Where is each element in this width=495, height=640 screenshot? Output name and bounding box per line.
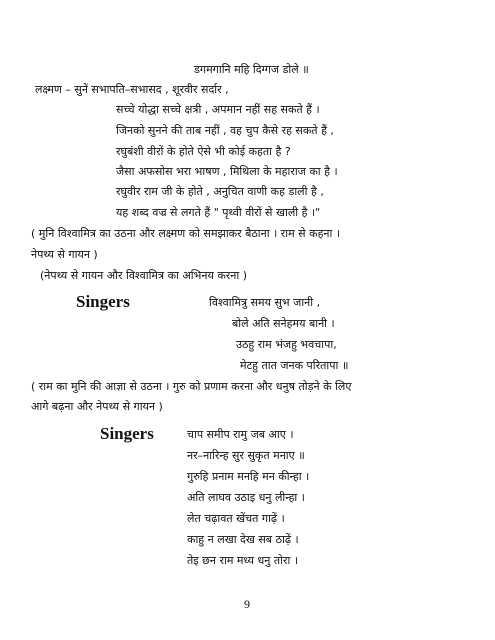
verse-line: काहु न लखा देख सब ठाढ़ें । — [187, 533, 299, 546]
verse-line: तेइ छन राम मध्य धनु तोरा । — [187, 554, 298, 567]
verse-line: लेत चढ़ावत खेंचत गाढ़ें । — [187, 512, 285, 525]
stage-direction-line: ( राम का मुनि की आज्ञा से उठना । गुरु को प्रणाम करना और धनुष तोड़ने के लिए — [31, 380, 352, 393]
stage-direction-line: ( मुनि विश्वामित्र का उठना और लक्ष्मण को समझाकर बैठाना । राम से कहना । — [31, 227, 341, 240]
verse-line: विश्वामित्रु समय सुभ जानी , — [209, 296, 321, 309]
dialogue-line: सच्चे योद्धा सच्चे क्षत्री , अपमान नहीं सह सकते हैं । — [116, 103, 320, 116]
dialogue-line: जिनको सुनने की ताब नहीं , वह चुप कैसे रह सकते हैं , — [116, 124, 334, 137]
dialogue-lakshman-speaker-line: लक्ष्मण – सुनें सभापति–सभासद , शूरवीर सर्दार , — [35, 83, 229, 96]
stage-direction-line: नेपथ्य से गायन ) — [31, 248, 98, 261]
verse-line: नर–नारिन्ह सुर सुकृत मनाए ॥ — [187, 449, 305, 462]
verse-line: गुरुहि प्रनाम मनहि मन कीन्हा । — [187, 470, 310, 483]
dialogue-line: जैसा अफसोस भरा भाषण , मिथिला के महाराज का है । — [116, 165, 338, 178]
singers-label: Singers — [100, 424, 154, 443]
dialogue-line: यह शब्द वज्र से लगते हैं " पृथ्वी वीरों से खाली है ।" — [116, 206, 321, 219]
verse-line: डगमगानि महि दिग्गज डोले ॥ — [194, 63, 309, 76]
stage-direction-line: आगे बढ़ना और नेपथ्य से गायन ) — [31, 400, 163, 413]
verse-line: उठहु राम भंजहु भवचापा, — [236, 338, 337, 351]
singers-label: Singers — [76, 292, 130, 311]
verse-line: बोले अति सनेहमय बानी । — [232, 317, 335, 330]
page-number: 9 — [244, 597, 250, 611]
verse-line: मेटहु तात जनक परितापा ॥ — [240, 359, 349, 372]
verse-line: अति लाघव उठाइ धनु लीन्हा । — [187, 491, 305, 504]
verse-line: चाप समीप रामु जब आए । — [187, 428, 294, 441]
dialogue-line: रघुबंशी वीरों के होते ऐसे भी कोई कहता है ? — [116, 145, 291, 158]
dialogue-line: रघुवीर राम जी के होते , अनुचित वाणी कह डाली है , — [116, 185, 324, 198]
stage-direction-line: (नेपथ्य से गायन और विश्वामित्र का अभिनय करना ) — [40, 269, 248, 282]
